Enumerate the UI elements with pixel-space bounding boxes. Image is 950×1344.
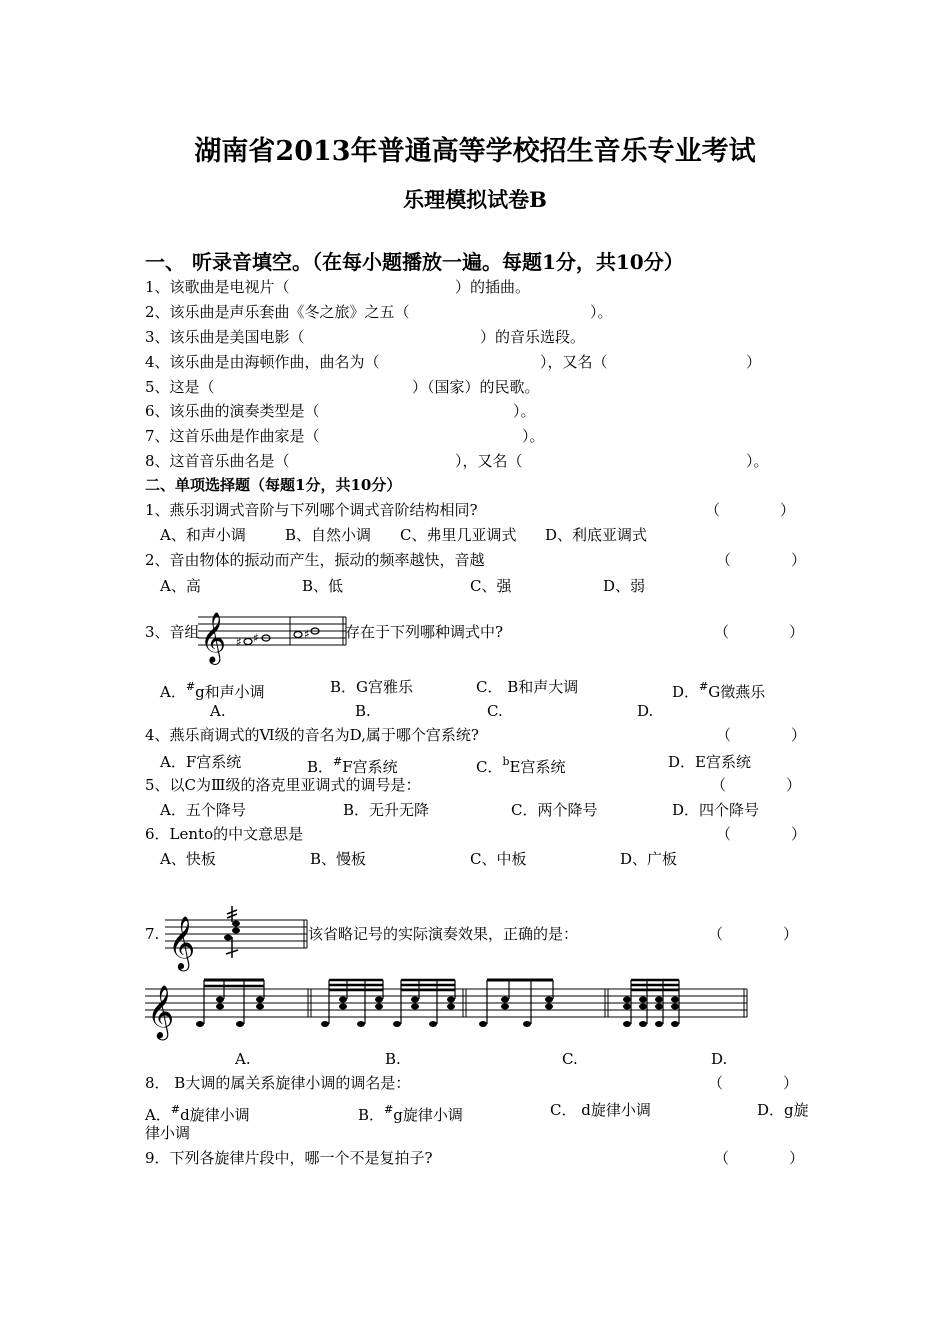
q7-option-d: D. [711, 1050, 728, 1068]
q2-option-a: A、高 [160, 577, 201, 595]
item-text: ）的音乐选段。 [480, 328, 586, 346]
option-label: D． [672, 683, 700, 701]
q3-option-d [672, 677, 765, 702]
q7-number: 7. [145, 925, 160, 943]
q7-option-b: B. [385, 1050, 401, 1068]
q2-option-c: C、强 [470, 577, 512, 595]
answer-paren: （ ） [708, 1074, 799, 1092]
answer-paren: （ ） [714, 623, 805, 641]
q3-sub-d: D. [637, 702, 654, 720]
option-text: E宫系统 [509, 758, 566, 776]
q3-option-c: C． B和声大调 [476, 678, 579, 696]
q7-option-a: A. [235, 1050, 251, 1068]
item-text: 2、该乐曲是声乐套曲《冬之旅》之五（ [145, 303, 410, 321]
answer-paren: （ ） [716, 551, 807, 569]
q2-stem: 2、音由物体的振动而产生，振动的频率越快，音越 [145, 551, 485, 569]
q8-stem: 8． B大调的属关系旋律小调的调名是： [145, 1074, 411, 1092]
q3-option-a [160, 677, 265, 702]
option-text: g和声小调 [195, 683, 265, 701]
q5-option-c: C．两个降号 [511, 801, 598, 819]
option-label: B． [307, 758, 334, 776]
q6-option-c: C、中板 [470, 850, 527, 868]
q3-sub-c: C. [487, 702, 503, 720]
item-text: ）。 [513, 402, 536, 420]
sharp-sign: # [699, 680, 709, 693]
sharp-sign: # [185, 680, 196, 693]
page-title: 湖南省2013年普通高等学校招生音乐专业考试 [194, 136, 756, 167]
treble-clef-icon: 𝄞 [168, 915, 196, 969]
q4-stem: 4、燕乐商调式的Ⅵ级的音名为D,属于哪个宫系统? [145, 726, 479, 744]
q6-stem: 6．Lento的中文意思是 [145, 825, 304, 843]
q3-sub-b: B. [355, 702, 371, 720]
option-label: A． [145, 1106, 171, 1124]
svg-text:♯: ♯ [304, 627, 310, 641]
option-label: A． [160, 683, 186, 701]
q1-option-c: C、弗里几亚调式 [400, 526, 517, 544]
flat-sign: b [502, 755, 510, 768]
section1-heading: 一、 听录音填空。（在每小题播放一遍。每题1分，共10分） [145, 250, 684, 274]
q8-option-d: D．g旋 [757, 1101, 809, 1119]
q1-option-a: A、和声小调 [160, 526, 246, 544]
q6-option-b: B、慢板 [310, 850, 367, 868]
answer-paren: （ ） [714, 1149, 805, 1167]
q5-option-b: B．无升无降 [343, 801, 430, 819]
item-text: 7、这首乐曲是作曲家是（ [145, 427, 320, 445]
treble-clef-icon: 𝄞 [200, 612, 227, 663]
q2-option-d: D、弱 [603, 577, 646, 595]
item-text: ）的插曲。 [455, 278, 531, 296]
item-text: 8、这首音乐曲名是（ [145, 452, 290, 470]
q7-options-staff [145, 975, 750, 1040]
option-label: B． [358, 1106, 385, 1124]
answer-paren: （ ） [711, 776, 802, 794]
q9-stem: 9．下列各旋律片段中，哪一个不是复拍子? [145, 1149, 433, 1167]
answer-paren: （ ） [716, 825, 807, 843]
q7-stem: 该省略记号的实际演奏效果，正确的是： [308, 925, 579, 943]
q1-option-d: D、利底亚调式 [545, 526, 648, 544]
q7-abbreviation-figure [165, 900, 310, 970]
answer-paren: （ ） [716, 726, 807, 744]
q5-option-d: D．四个降号 [672, 801, 760, 819]
item-text: ）。 [590, 303, 613, 321]
item-text: ），又名（ [540, 353, 608, 371]
option-text: d旋律小调 [180, 1106, 250, 1124]
q4-option-d: D．E宫系统 [668, 753, 751, 771]
q3-sub-a: A. [210, 702, 226, 720]
q8-option-b [358, 1100, 463, 1125]
option-text: F宫系统 [342, 758, 398, 776]
answer-paren: （ ） [705, 501, 796, 519]
treble-clef-icon: 𝄞 [147, 984, 175, 1038]
answer-paren: （ ） [708, 925, 799, 943]
q8-option-c: C． d旋律小调 [550, 1101, 651, 1119]
option-label: C． [476, 758, 503, 776]
q3-option-b: B．G宫雅乐 [330, 678, 414, 696]
q3-staff-figure [198, 604, 348, 666]
svg-text:♯: ♯ [236, 635, 242, 649]
q4-option-b [307, 752, 398, 777]
svg-text:♯: ♯ [253, 631, 259, 645]
q4-option-c [476, 752, 565, 777]
item-text: 6、该乐曲的演奏类型是（ [145, 402, 320, 420]
q6-option-d: D、广板 [620, 850, 678, 868]
section2-heading: 二、单项选择题（每题1分，共10分） [145, 476, 402, 494]
item-text: ），又名（ [455, 452, 523, 470]
q4-option-a: A．F宫系统 [160, 753, 242, 771]
item-text: ）（国家）的民歌。 [412, 378, 540, 396]
sharp-sign: # [170, 1103, 181, 1116]
q7-option-c: C. [562, 1050, 578, 1068]
q2-option-b: B、低 [302, 577, 344, 595]
option-text: g旋律小调 [393, 1106, 463, 1124]
item-text: ）。 [746, 452, 769, 470]
q8-option-d-cont: 律小调 [145, 1124, 191, 1142]
q3-stem-a: 3、音组 [145, 623, 200, 641]
q8-option-a [145, 1100, 250, 1125]
option-text: G徵燕乐 [708, 683, 766, 701]
q5-stem: 5、以C为Ⅲ级的洛克里亚调式的调号是： [145, 776, 421, 794]
item-text: 3、该乐曲是美国电影（ [145, 328, 305, 346]
item-text: ）。 [522, 427, 545, 445]
q3-stem-b: 存在于下列哪种调式中? [345, 623, 504, 641]
item-text: 4、该乐曲是由海顿作曲，曲名为（ [145, 353, 380, 371]
sharp-sign: # [333, 755, 343, 768]
item-text: ） [746, 353, 762, 371]
item-text: 1、该歌曲是电视片（ [145, 278, 290, 296]
sharp-sign: # [384, 1103, 394, 1116]
q6-option-a: A、快板 [160, 850, 216, 868]
item-text: 5、这是（ [145, 378, 215, 396]
q1-option-b: B、自然小调 [285, 526, 372, 544]
page-subtitle: 乐理模拟试卷B [403, 187, 547, 212]
q5-option-a: A．五个降号 [160, 801, 246, 819]
q1-stem: 1、燕乐羽调式音阶与下列哪个调式音阶结构相同? [145, 501, 478, 519]
